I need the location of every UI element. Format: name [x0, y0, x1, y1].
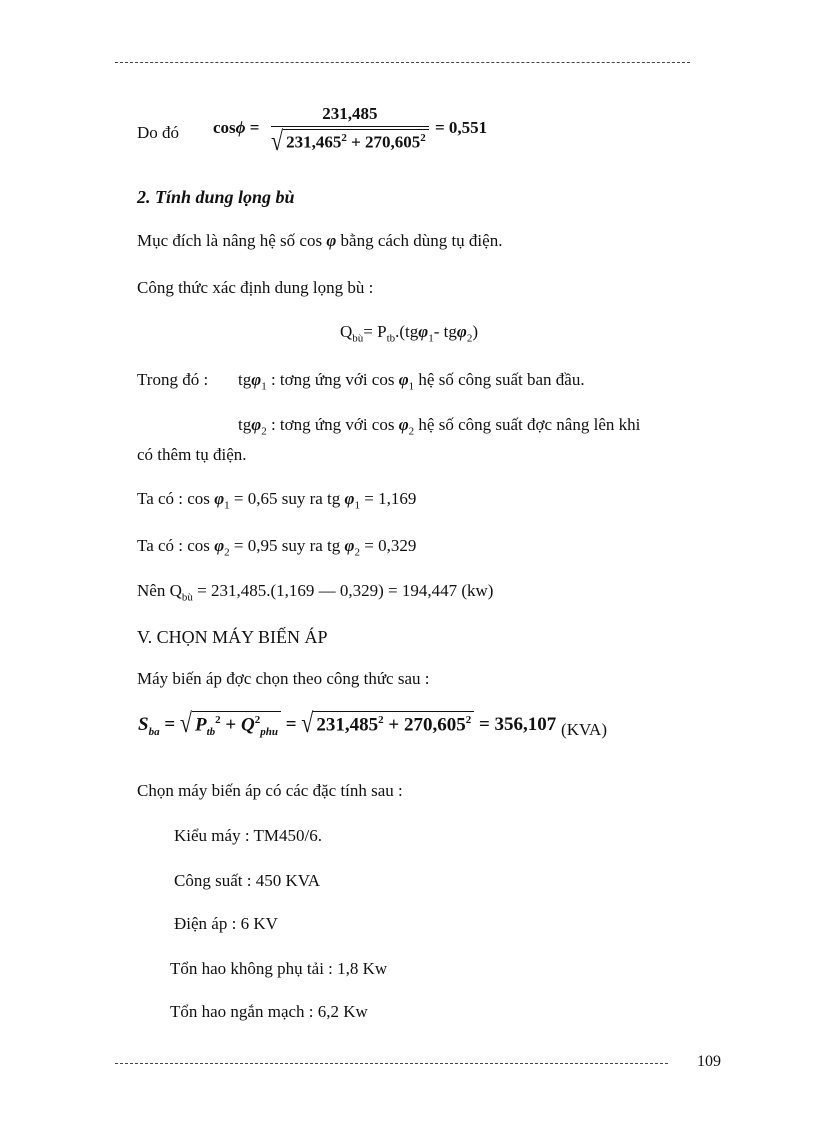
- spec-item: Công suất : 450 KVA: [174, 871, 321, 890]
- trong-do-item-1: tgφ$_1$ : tơng ứng với $\cos \varphi_1$ hệ số công suất ban đầu.: [238, 370, 585, 393]
- cos-label: cos: [213, 118, 236, 137]
- para-chon: Máy biến áp đợc chọn theo công thức sau :: [137, 669, 430, 688]
- para-specs-intro: Chọn máy biến áp có các đặc tính sau :: [137, 781, 403, 800]
- sba-equation: $S_{ba}$ = √ $P_{tb}^2 + Q^2_{phu}$ = √ $231,485^2 + 270,605^2 = 356,107$ (KVA): [138, 706, 607, 739]
- trong-do-label: Trong đó :: [137, 370, 209, 389]
- kva-unit: (KVA): [561, 720, 607, 739]
- spec-item: Tổn hao không phụ tải : 1,8 Kw: [170, 959, 388, 978]
- ta-co-line-2: Ta có : $\cos \varphi_2 = 0,95$ suy ra tg $\varphi_2 = 0,329$: [137, 536, 417, 559]
- footer-rule: [115, 1063, 668, 1064]
- spec-item: Kiểu máy : TM450/6.: [174, 826, 322, 845]
- spec-item: Tổn hao ngắn mạch : 6,2 Kw: [170, 1002, 368, 1021]
- trong-do-item-2: tgφ$_2$ : tơng ứng với $\cos \varphi_2$ hệ số công suất đợc nâng lên khi: [238, 415, 641, 438]
- cos-fraction: [271, 104, 429, 154]
- header-rule: [115, 62, 690, 63]
- do-do-label: Do đó: [137, 123, 180, 142]
- phi-symbol: ϕ: [235, 118, 246, 137]
- ta-co-line-1: Ta có : $\cos \varphi_1 = 0,65$ suy ra tg $\varphi_1 = 1,169$: [137, 489, 417, 512]
- nen-line: Nên $Q_{bù} = 231,485.(1,169$ — 0,329) = 194,447 (kw): [137, 581, 494, 604]
- trong-do-item-2-cont: có thêm tụ điện.: [137, 445, 247, 464]
- page-number: 109: [697, 1053, 721, 1070]
- para-purpose: Mục đích là nâng hệ số cos φ bằng cách dùng tụ điện.: [137, 231, 503, 250]
- section-5-heading: V. CHỌN MÁY BIẾN ÁP: [137, 627, 328, 647]
- fraction-denominator: √ $231,465^2 + 270,605^2$: [271, 128, 429, 154]
- fraction-numerator: 231,485: [322, 104, 378, 123]
- cos-result: = 0,551: [435, 118, 488, 137]
- section-2-heading: 2. Tính dung lọng bù: [137, 187, 295, 207]
- spec-item: Điện áp : 6 KV: [174, 914, 278, 933]
- q-bu-formula: $Q_{bù}= P_{tb}.(tg\varphi_1-$ tgφ$_2$): [340, 322, 478, 345]
- para-formula-intro: Công thức xác định dung lọng bù :: [137, 278, 374, 297]
